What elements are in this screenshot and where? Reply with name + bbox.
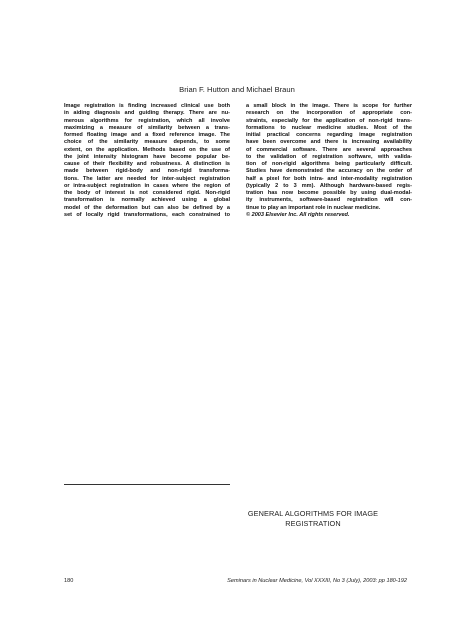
abstract-line: tions. The latter are needed for inter-subject registration <box>64 175 230 182</box>
abstract-line: to the validation of registration software, with valida- <box>246 153 412 160</box>
abstract-line: straints, especially for the application of non-rigid trans- <box>246 117 412 124</box>
abstract-line: tion of non-rigid algorithms being particularly difficult. <box>246 161 412 167</box>
abstract-line: cause of their flexibility and robustness. A distinction is <box>64 161 230 167</box>
journal-citation: Seminars in Nuclear Medicine, Vol XXXIII, No 3 (July), 2003: pp 180-192 <box>227 578 407 584</box>
abstract-line: of commercial software. There are several approaches <box>246 146 412 153</box>
abstract-line: merous algorithms for registration, which all involve <box>64 117 230 124</box>
page-number: 180 <box>64 578 74 584</box>
abstract-line: have been overcome and there is increasing availability <box>246 139 412 146</box>
abstract-line: (typically 2 to 3 mm). Although hardware-based regis- <box>246 182 412 189</box>
abstract-line: model of the deformation but can also be defined by a <box>64 204 230 211</box>
abstract-line: tinue to play an important role in nuclear medicine. <box>246 204 381 211</box>
abstract-line: formations to nuclear medicine studies. Most of the <box>246 124 412 131</box>
abstract-line: the body of interest is not considered rigid. Non-rigid <box>64 190 230 196</box>
abstract-line: the joint intensity histogram have become popular be- <box>64 153 230 160</box>
abstract-line: extent, on the application. Methods based on the use of <box>64 146 230 153</box>
abstract-line: ity instruments, software-based registration will con- <box>246 197 412 204</box>
abstract-line: or intra-subject registration in cases where the region of <box>64 182 230 189</box>
abstract-line: a small block in the image. There is scope for further <box>246 103 412 109</box>
abstract-line: in aiding diagnosis and guiding therapy. There are nu- <box>64 110 230 117</box>
abstract-line: choice of the similarity measure depends, to some <box>64 139 230 146</box>
abstract-line: half a pixel for both intra- and inter-modality registration <box>246 175 412 182</box>
abstract-line: set of locally rigid transformations, each constrained to <box>64 211 230 218</box>
abstract-line: transformation is normally achieved using a global <box>64 197 230 204</box>
section-heading <box>232 509 394 529</box>
abstract-line: made between rigid-body and non-rigid transforma- <box>64 168 230 175</box>
abstract-line: formed floating image and a fixed reference image. The <box>64 132 230 138</box>
abstract-line: maximizing a measure of similarity between a trans- <box>64 124 230 131</box>
copyright-notice: © 2003 Elsevier Inc. All rights reserved. <box>246 211 350 218</box>
section-heading-line: REGISTRATION <box>285 519 341 528</box>
section-heading-line: GENERAL ALGORITHMS FOR IMAGE <box>247 509 379 518</box>
abstract-left-column <box>64 103 230 219</box>
abstract-right-column <box>246 103 412 219</box>
abstract-line: research on the incorporation of appropriate con- <box>246 110 412 117</box>
footnote-divider <box>64 484 230 485</box>
abstract-line: initial practical concerns regarding image registration <box>246 132 412 138</box>
abstract-line: tration has now become possible by using dual-modal- <box>246 190 412 196</box>
abstract-line: Studies have demonstrated the accuracy on the order of <box>246 168 412 175</box>
abstract-line: Image registration is finding increased clinical use both <box>64 103 230 109</box>
author-line: Brian F. Hutton and Michael Braun <box>179 85 295 94</box>
